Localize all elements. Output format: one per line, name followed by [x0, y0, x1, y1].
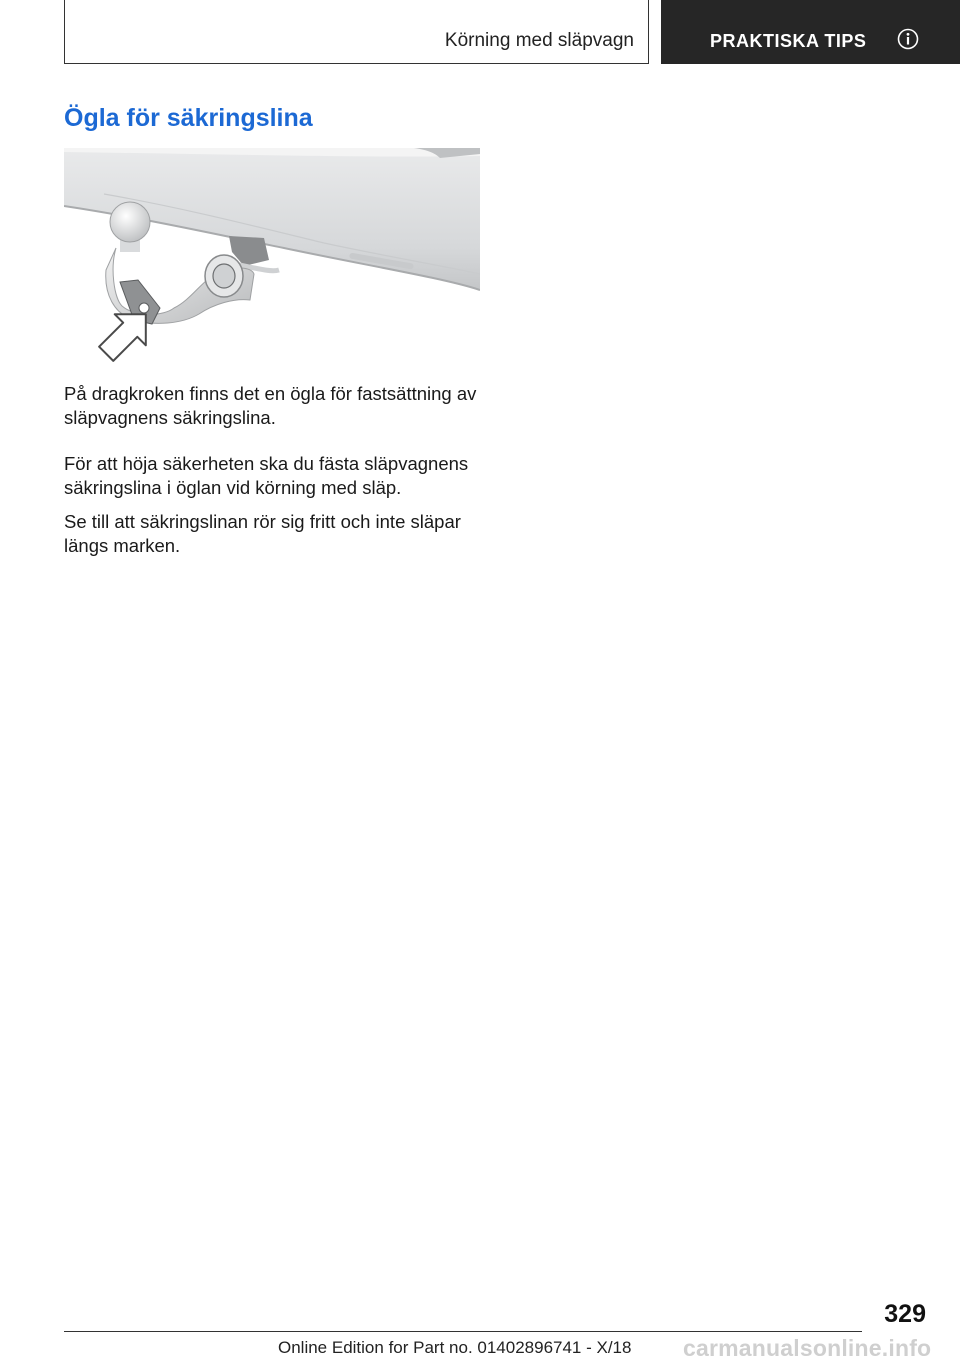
page-title: Ögla för säkringslina	[64, 104, 313, 132]
watermark: carmanualsonline.info	[683, 1335, 932, 1361]
footer-divider	[64, 1331, 862, 1332]
page-number: 329	[884, 1300, 926, 1328]
header-chapter-title: PRAKTISKA TIPS	[710, 31, 867, 51]
paragraph-2: För att höja säkerheten ska du fästa släpvagnens säkringslina i öglan vid körning med släp.	[64, 453, 469, 498]
tow-hook-illustration	[64, 148, 480, 370]
header-section-box	[64, 0, 649, 64]
info-icon	[897, 28, 919, 50]
header-chapter-box	[661, 0, 960, 64]
paragraph-3: Se till att säkringslinan rör sig fritt och inte släpar längs marken.	[64, 511, 461, 556]
paragraph-1: På dragkroken finns det en ögla för fastsättning av släpvagnens säkringslina.	[64, 383, 477, 428]
header-section-title: Körning med släpvagn	[444, 30, 634, 51]
footer-edition-text: Online Edition for Part no. 01402896741 - X/18	[278, 1338, 632, 1357]
